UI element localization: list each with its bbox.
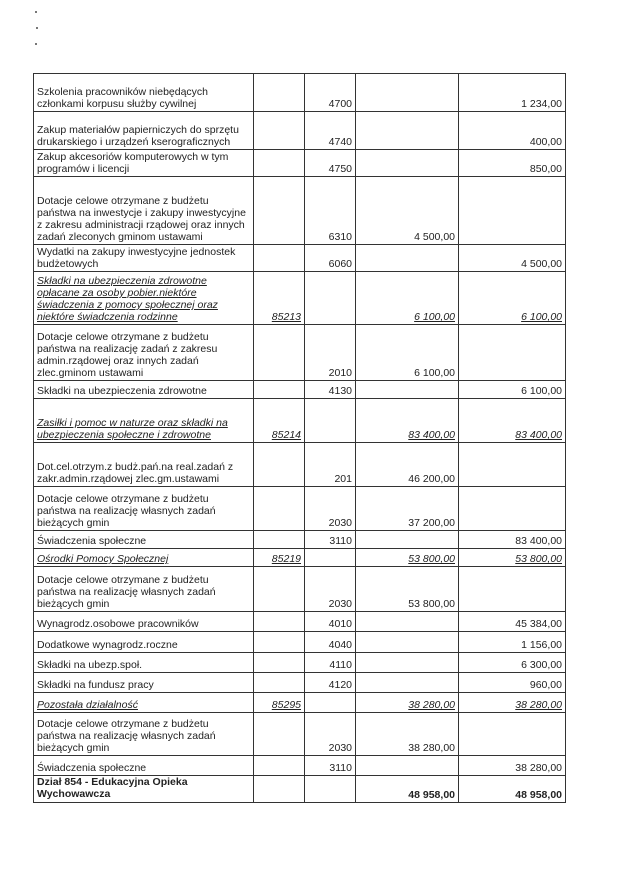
expense-cell-text: 38 280,00 xyxy=(515,699,562,711)
rozdzial-cell-text: 85214 xyxy=(271,429,301,441)
rozdzial-cell xyxy=(254,177,305,245)
expense-cell-text: 38 280,00 xyxy=(515,762,562,774)
expense-cell-text: 850,00 xyxy=(529,163,562,175)
description-cell xyxy=(34,756,254,776)
description-cell xyxy=(34,487,254,531)
paragraf-cell-text: 3110 xyxy=(329,535,352,547)
income-cell xyxy=(356,612,459,632)
expense-cell xyxy=(459,74,566,112)
paragraf-cell xyxy=(305,632,356,653)
expense-cell xyxy=(459,673,566,693)
description-cell xyxy=(34,612,254,632)
income-cell xyxy=(356,567,459,612)
table-row xyxy=(34,567,566,612)
rozdzial-cell xyxy=(254,381,305,399)
rozdzial-cell xyxy=(254,653,305,673)
description-cell-text: Składki na ubezpieczenia zdrowotne opłacane za osoby pobier.niektóre świadczenia z pomocy społecznej oraz niektóre świadczenia rodzinne xyxy=(37,275,218,323)
income-cell xyxy=(356,693,459,713)
expense-cell xyxy=(459,632,566,653)
table-row xyxy=(34,443,566,487)
rozdzial-cell xyxy=(254,150,305,177)
income-cell-text: 38 280,00 xyxy=(408,742,455,754)
rozdzial-cell xyxy=(254,443,305,487)
description-cell xyxy=(34,713,254,756)
scan-mark xyxy=(35,11,37,13)
paragraf-cell-text: 3110 xyxy=(329,762,352,774)
paragraf-cell xyxy=(305,443,356,487)
income-cell xyxy=(356,549,459,567)
expense-cell xyxy=(459,112,566,150)
description-cell-text: Dot.cel.otrzym.z budż.pań.na real.zadań z zakr.admin.rządowej zlec.gm.ustawami xyxy=(37,461,234,485)
paragraf-cell xyxy=(305,776,356,803)
rozdzial-cell xyxy=(254,487,305,531)
paragraf-cell xyxy=(305,245,356,272)
description-cell-text: Dotacje celowe otrzymane z budżetu państwa na realizację własnych zadań bieżących gmin xyxy=(37,574,216,610)
paragraf-cell xyxy=(305,713,356,756)
table-row xyxy=(34,612,566,632)
rozdzial-cell xyxy=(254,531,305,549)
description-cell xyxy=(34,673,254,693)
section-row xyxy=(34,693,566,713)
income-cell-text: 6 100,00 xyxy=(414,311,455,323)
description-cell xyxy=(34,399,254,443)
paragraf-cell xyxy=(305,272,356,325)
expense-cell xyxy=(459,325,566,381)
rozdzial-cell-text: 85295 xyxy=(271,699,301,711)
income-cell xyxy=(356,381,459,399)
rozdzial-cell xyxy=(254,112,305,150)
description-cell-text: Dotacje celowe otrzymane z budżetu państwa na inwestycje i zakupy inwestycyjne z zakresu administracji rządowej oraz innych zadań zleconych gminom ustawami xyxy=(37,195,246,243)
table-row xyxy=(34,713,566,756)
paragraf-cell-text: 4110 xyxy=(329,659,352,671)
paragraf-cell xyxy=(305,74,356,112)
rozdzial-cell xyxy=(254,74,305,112)
income-cell xyxy=(356,443,459,487)
paragraf-cell xyxy=(305,112,356,150)
description-cell xyxy=(34,776,254,803)
description-cell-text: Składki na fundusz pracy xyxy=(37,679,154,691)
description-cell xyxy=(34,325,254,381)
description-cell xyxy=(34,112,254,150)
expense-cell-text: 53 800,00 xyxy=(515,553,562,565)
table-row xyxy=(34,112,566,150)
income-cell xyxy=(356,713,459,756)
rozdzial-cell xyxy=(254,399,305,443)
expense-cell xyxy=(459,549,566,567)
description-cell-text: Pozostała działalność xyxy=(37,699,138,711)
paragraf-cell xyxy=(305,177,356,245)
description-cell-text: Dotacje celowe otrzymane z budżetu państwa na realizację własnych zadań bieżących gmin xyxy=(37,718,216,754)
expense-cell-text: 45 384,00 xyxy=(515,618,562,630)
description-cell xyxy=(34,567,254,612)
income-cell-text: 6 100,00 xyxy=(414,367,455,379)
income-cell xyxy=(356,653,459,673)
rozdzial-cell xyxy=(254,245,305,272)
paragraf-cell xyxy=(305,673,356,693)
table-row xyxy=(34,381,566,399)
description-cell xyxy=(34,549,254,567)
description-cell xyxy=(34,245,254,272)
expense-cell xyxy=(459,776,566,803)
rozdzial-cell xyxy=(254,776,305,803)
description-cell-text: Dotacje celowe otrzymane z budżetu państwa na realizację zadań z zakresu admin.rządowej oraz innych zadań zlec.gminom ustawami xyxy=(37,331,218,379)
rozdzial-cell xyxy=(254,612,305,632)
paragraf-cell xyxy=(305,549,356,567)
paragraf-cell xyxy=(305,399,356,443)
paragraf-cell xyxy=(305,531,356,549)
income-cell-text: 53 800,00 xyxy=(408,598,455,610)
description-cell-text: Zakup akcesoriów komputerowych w tym programów i licencji xyxy=(37,151,229,175)
paragraf-cell xyxy=(305,612,356,632)
expense-cell-text: 400,00 xyxy=(529,136,562,148)
section-row xyxy=(34,549,566,567)
paragraf-cell-text: 4120 xyxy=(328,679,352,691)
income-cell xyxy=(356,632,459,653)
expense-cell xyxy=(459,756,566,776)
expense-cell xyxy=(459,381,566,399)
section-row xyxy=(34,272,566,325)
table-row xyxy=(34,74,566,112)
paragraf-cell xyxy=(305,567,356,612)
expense-cell-text: 4 500,00 xyxy=(521,258,562,270)
paragraf-cell xyxy=(305,325,356,381)
rozdzial-cell xyxy=(254,632,305,653)
table-row xyxy=(34,150,566,177)
table-row xyxy=(34,245,566,272)
expense-cell xyxy=(459,443,566,487)
income-cell xyxy=(356,325,459,381)
income-cell xyxy=(356,399,459,443)
paragraf-cell-text: 4750 xyxy=(328,163,352,175)
description-cell-text: Dotacje celowe otrzymane z budżetu państwa na realizację własnych zadań bieżących gmin xyxy=(37,493,216,529)
expense-cell-text: 83 400,00 xyxy=(515,535,562,547)
rozdzial-cell xyxy=(254,693,305,713)
income-cell-text: 83 400,00 xyxy=(408,429,455,441)
income-cell xyxy=(356,531,459,549)
description-cell xyxy=(34,74,254,112)
income-cell-text: 46 200,00 xyxy=(408,473,455,485)
expense-cell xyxy=(459,612,566,632)
income-cell xyxy=(356,245,459,272)
paragraf-cell-text: 6060 xyxy=(328,258,352,270)
income-cell xyxy=(356,487,459,531)
paragraf-cell xyxy=(305,487,356,531)
rozdzial-cell xyxy=(254,713,305,756)
rozdzial-cell xyxy=(254,272,305,325)
expense-cell xyxy=(459,150,566,177)
expense-cell xyxy=(459,531,566,549)
description-cell-text: Dodatkowe wynagrodz.roczne xyxy=(37,639,178,651)
expense-cell-text: 6 100,00 xyxy=(521,385,562,397)
expense-cell xyxy=(459,567,566,612)
expense-cell-text: 6 100,00 xyxy=(521,311,562,323)
description-cell xyxy=(34,177,254,245)
description-cell-text: Szkolenia pracowników niebędących członkami korpusu służby cywilnej xyxy=(37,86,209,110)
paragraf-cell-text: 201 xyxy=(334,473,352,485)
description-cell-text: Świadczenia społeczne xyxy=(37,535,147,547)
table-row xyxy=(34,325,566,381)
description-cell xyxy=(34,693,254,713)
income-cell-text: 4 500,00 xyxy=(414,231,455,243)
expense-cell xyxy=(459,693,566,713)
income-cell xyxy=(356,756,459,776)
expense-cell xyxy=(459,245,566,272)
expense-cell xyxy=(459,487,566,531)
description-cell-text: Składki na ubezpieczenia zdrowotne xyxy=(37,385,207,397)
section-row xyxy=(34,399,566,443)
rozdzial-cell xyxy=(254,325,305,381)
expense-cell xyxy=(459,653,566,673)
expense-cell-text: 960,00 xyxy=(529,679,562,691)
expense-cell-text: 1 156,00 xyxy=(521,639,562,651)
scan-mark xyxy=(35,43,37,45)
rozdzial-cell-text: 85213 xyxy=(271,311,301,323)
expense-cell-text: 6 300,00 xyxy=(521,659,562,671)
division-total-row xyxy=(34,776,566,803)
budget-table-body xyxy=(34,74,566,803)
paragraf-cell-text: 4010 xyxy=(328,618,352,630)
description-cell xyxy=(34,381,254,399)
paragraf-cell xyxy=(305,756,356,776)
table-row xyxy=(34,653,566,673)
expense-cell xyxy=(459,272,566,325)
expense-cell-text: 1 234,00 xyxy=(521,98,562,110)
income-cell-text: 37 200,00 xyxy=(408,517,455,529)
rozdzial-cell xyxy=(254,549,305,567)
description-cell-text: Składki na ubezp.społ. xyxy=(37,659,143,671)
income-cell xyxy=(356,673,459,693)
description-cell-text: Zasiłki i pomoc w naturze oraz składki na ubezpieczenia społeczne i zdrowotne xyxy=(37,417,228,441)
description-cell xyxy=(34,531,254,549)
paragraf-cell-text: 4700 xyxy=(328,98,352,110)
table-row xyxy=(34,756,566,776)
income-cell-text: 38 280,00 xyxy=(408,699,455,711)
table-row xyxy=(34,177,566,245)
description-cell xyxy=(34,653,254,673)
expense-cell-text: 48 958,00 xyxy=(515,789,562,801)
expense-cell xyxy=(459,399,566,443)
expense-cell xyxy=(459,177,566,245)
description-cell-text: Zakup materiałów papierniczych do sprzętu drukarskiego i urządzeń kserograficznych xyxy=(37,124,239,148)
description-cell xyxy=(34,272,254,325)
income-cell xyxy=(356,112,459,150)
income-cell xyxy=(356,776,459,803)
table-row xyxy=(34,487,566,531)
budget-table xyxy=(33,73,566,803)
table-row xyxy=(34,673,566,693)
paragraf-cell-text: 2030 xyxy=(328,598,352,610)
table-row xyxy=(34,531,566,549)
rozdzial-cell xyxy=(254,756,305,776)
income-cell xyxy=(356,272,459,325)
paragraf-cell-text: 2010 xyxy=(328,367,352,379)
rozdzial-cell xyxy=(254,673,305,693)
description-cell xyxy=(34,443,254,487)
income-cell xyxy=(356,177,459,245)
description-cell xyxy=(34,632,254,653)
paragraf-cell xyxy=(305,150,356,177)
paragraf-cell xyxy=(305,381,356,399)
description-cell-text: Świadczenia społeczne xyxy=(37,762,147,774)
income-cell-text: 53 800,00 xyxy=(408,553,455,565)
paragraf-cell-text: 2030 xyxy=(328,742,352,754)
paragraf-cell xyxy=(305,653,356,673)
description-cell-text: Wynagrodz.osobowe pracowników xyxy=(37,618,199,630)
paragraf-cell-text: 6310 xyxy=(328,231,352,243)
expense-cell-text: 83 400,00 xyxy=(515,429,562,441)
rozdzial-cell xyxy=(254,567,305,612)
description-cell-text: Ośrodki Pomocy Społecznej xyxy=(37,553,169,565)
paragraf-cell-text: 4040 xyxy=(328,639,352,651)
paragraf-cell xyxy=(305,693,356,713)
rozdzial-cell-text: 85219 xyxy=(271,553,301,565)
expense-cell xyxy=(459,713,566,756)
income-cell xyxy=(356,74,459,112)
paragraf-cell-text: 4130 xyxy=(328,385,352,397)
description-cell-text: Dział 854 - Edukacyjna Opieka Wychowawcza xyxy=(37,776,188,800)
paragraf-cell-text: 4740 xyxy=(328,136,352,148)
scan-mark xyxy=(36,27,38,29)
table-row xyxy=(34,632,566,653)
income-cell xyxy=(356,150,459,177)
paragraf-cell-text: 2030 xyxy=(328,517,352,529)
description-cell xyxy=(34,150,254,177)
income-cell-text: 48 958,00 xyxy=(408,789,455,801)
description-cell-text: Wydatki na zakupy inwestycyjne jednostek budżetowych xyxy=(37,246,236,270)
